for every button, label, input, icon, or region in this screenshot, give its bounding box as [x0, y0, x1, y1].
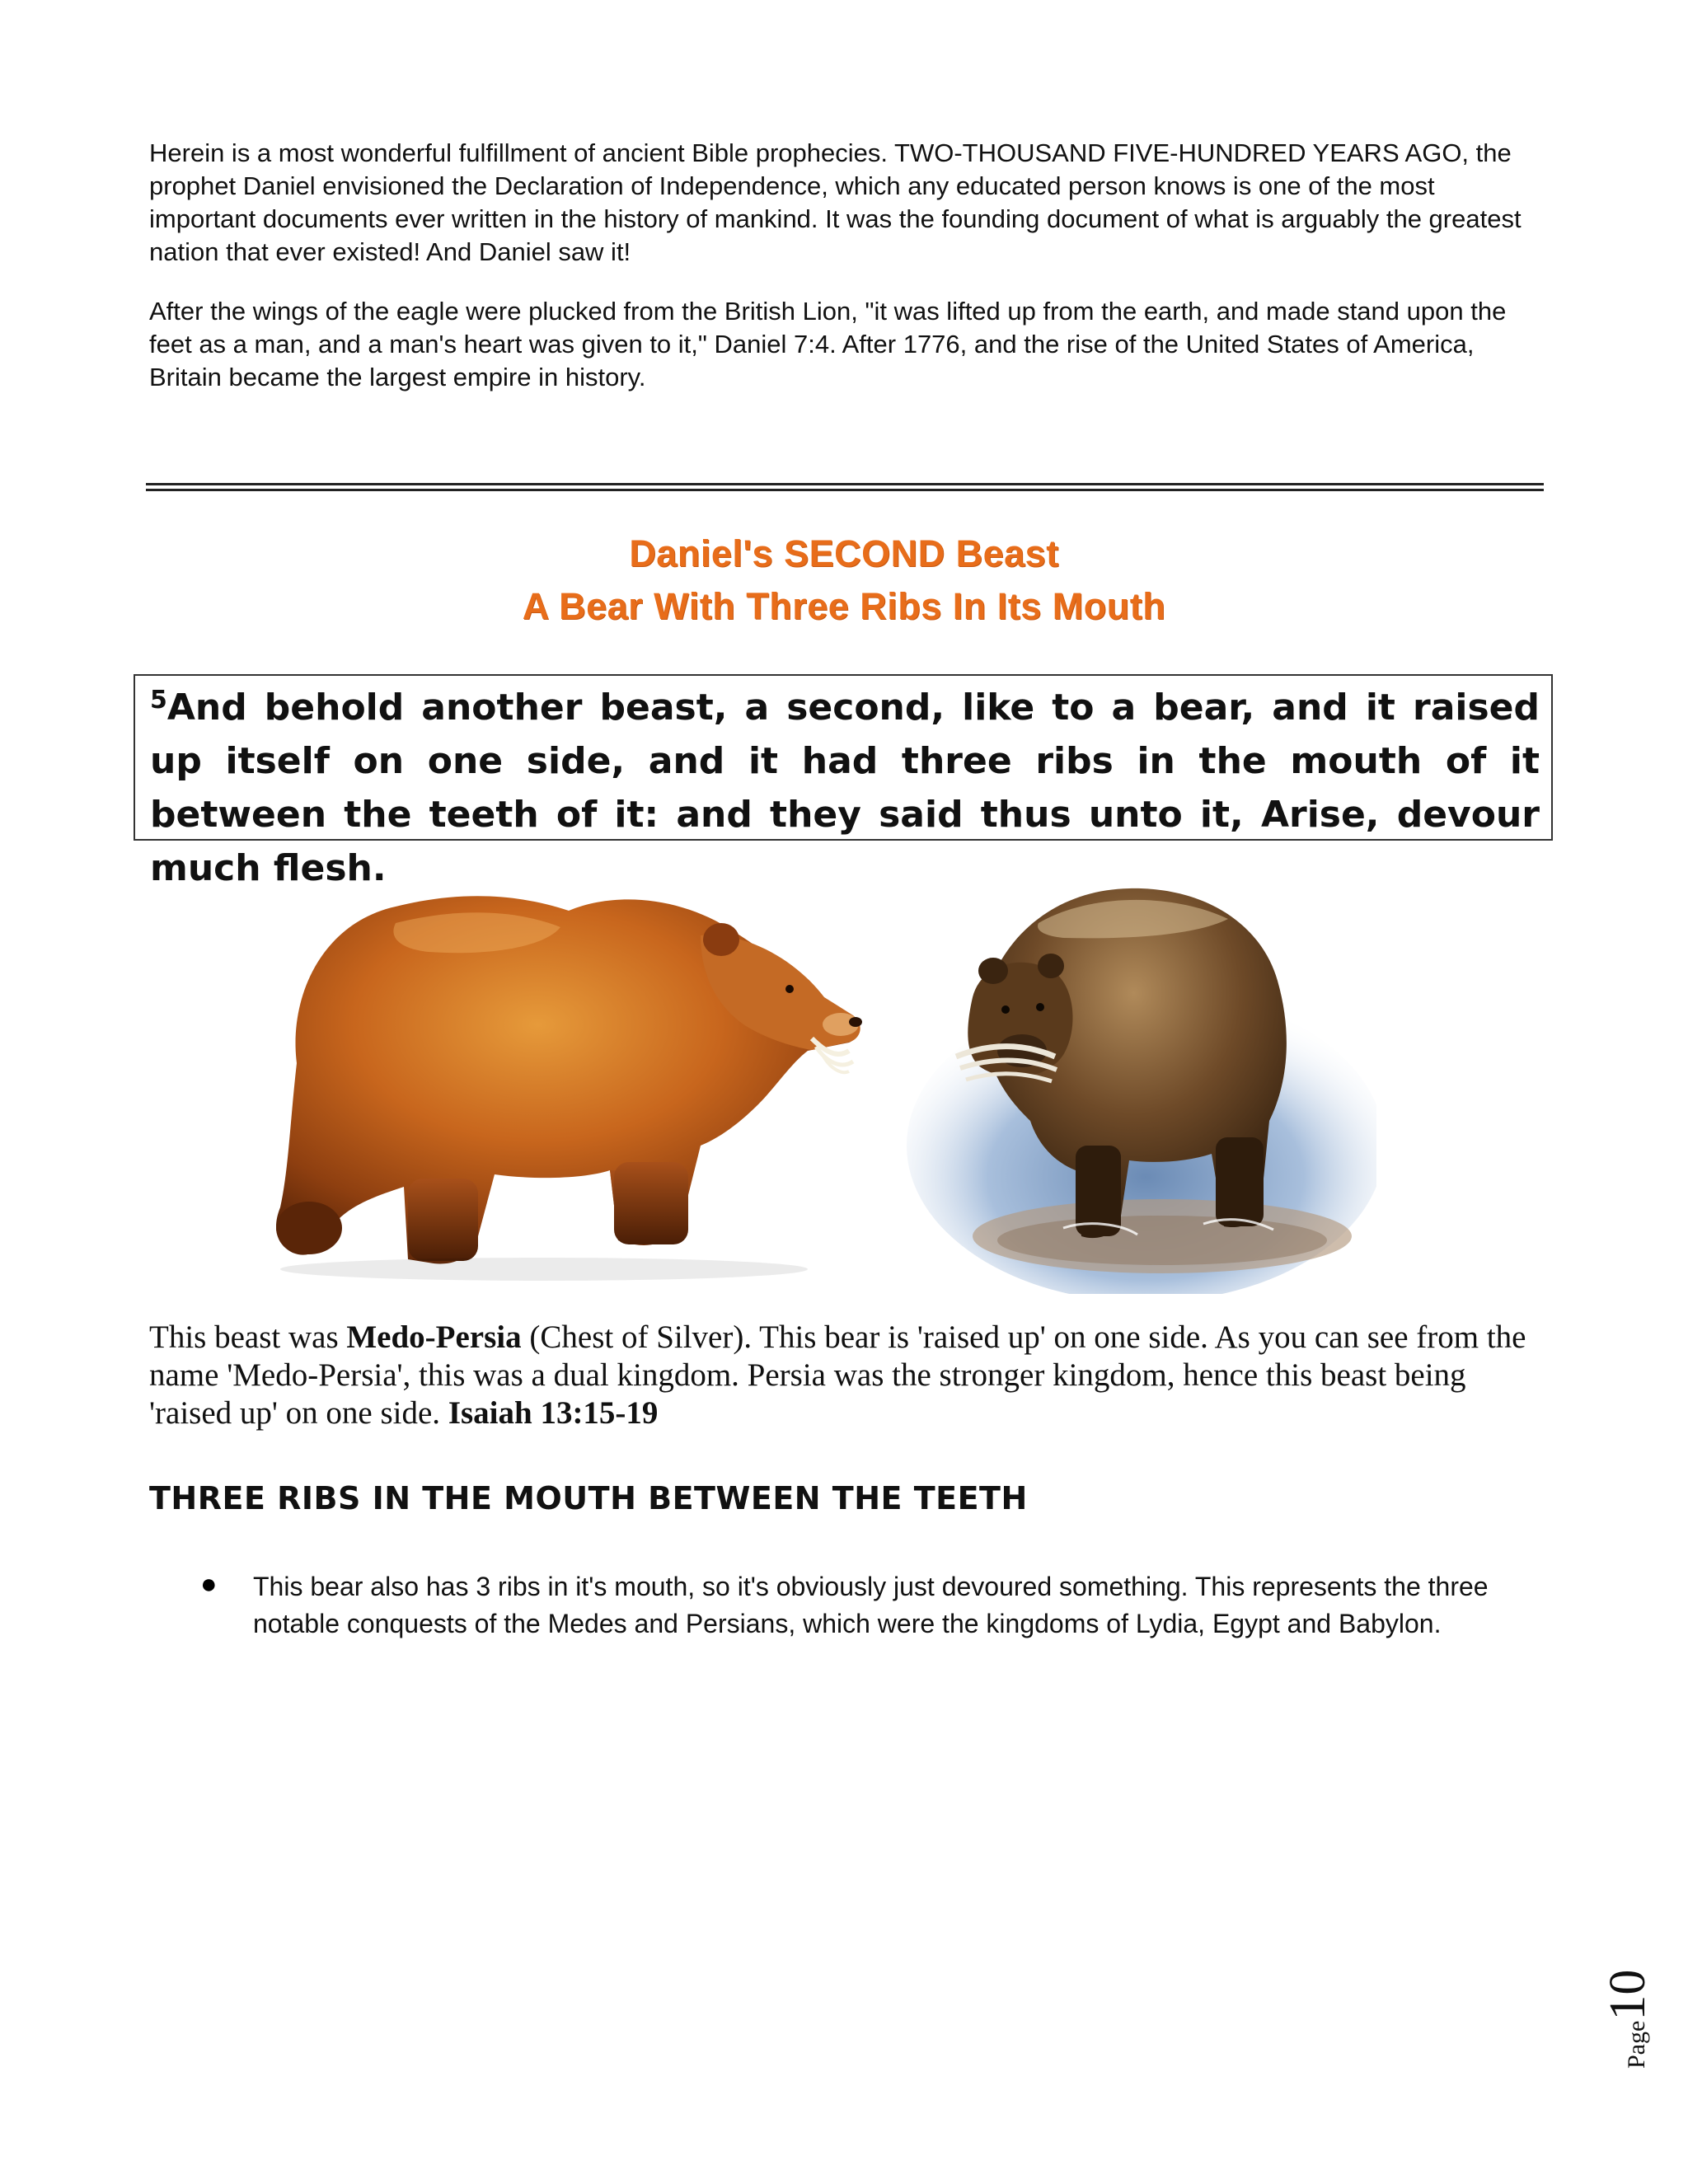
page-number — [1599, 1970, 1658, 2069]
page-label: Page — [1623, 2020, 1650, 2069]
kingdom-name: Medo-Persia — [346, 1319, 522, 1355]
section-divider-bottom — [146, 489, 1544, 491]
verse-number: 5 — [150, 686, 167, 715]
bullet-item: This bear also has 3 ribs in it's mouth, so it's obviously just devoured something. This represents the three notable conquests of the Medes and Persians, which were the kingdoms of Lydia, Egypt and Babylon. — [253, 1572, 1489, 1638]
verse-text — [150, 681, 1540, 895]
body-prefix: This beast was — [149, 1319, 347, 1355]
medo-persia-paragraph — [149, 1319, 1534, 1432]
bullet-marker: ● — [200, 1569, 218, 1600]
intro-paragraph-1: Herein is a most wonderful fulfillment of ancient Bible prophecies. TWO-THOUSAND FIVE-HUNDRED YEARS AGO, the prophet Daniel envisioned the Declaration of Independence, which any educated person knows is one of the most important documents ever written in the history of mankind. It was the founding document of what is arguably the greatest nation that ever existed! And Daniel saw it! — [149, 138, 1522, 266]
section-title: Daniel's SECOND Beast — [629, 532, 1059, 574]
page-number-value: 10 — [1600, 1969, 1656, 2021]
section-subtitle: A Bear With Three Ribs In Its Mouth — [522, 585, 1166, 627]
verse-body: And behold another beast, a second, like to a bear, and it raised up itself on one side, and it had three ribs in the mouth of it between the teeth of it: and they said thus unto it, Arise, devour much flesh. — [150, 687, 1540, 889]
section-divider-top — [146, 483, 1544, 485]
grizzly-bear-image — [898, 874, 1376, 1294]
intro-paragraph-2: After the wings of the eagle were plucked from the British Lion, "it was lifted up from the earth, and made stand upon the feet as a man, and a man's heart was given to it," Daniel 7:4. After 1776, and the rise of the United States of America, Britain became the largest empire in history. — [149, 297, 1507, 391]
scripture-reference: Isaiah 13:15-19 — [448, 1395, 659, 1431]
ribs-subheading: THREE RIBS IN THE MOUTH BETWEEN THE TEETH — [149, 1480, 1028, 1516]
cinnamon-bear-image — [272, 874, 882, 1294]
body-middle: (Chest of Silver). This bear is 'raised up' on one side. As you can see from the name 'Medo-Persia', this was a dual kingdom. Persia was the stronger kingdom, hence this beast being 'raised up' on one side. — [149, 1319, 1526, 1431]
verse-box — [134, 674, 1553, 889]
